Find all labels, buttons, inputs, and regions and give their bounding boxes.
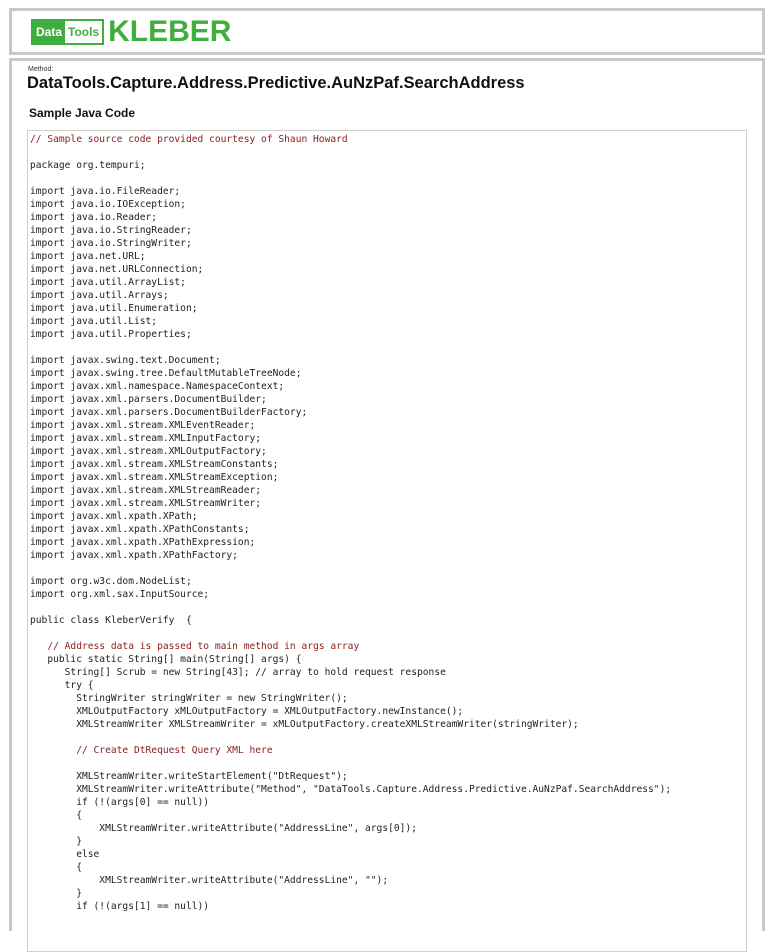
- code-line: import java.util.Arrays;: [30, 290, 169, 301]
- code-line: import java.util.Properties;: [30, 329, 192, 340]
- main-panel: [9, 58, 765, 931]
- code-line: import java.io.StringWriter;: [30, 238, 192, 249]
- code-line: import javax.xml.stream.XMLStreamReader;: [30, 485, 262, 496]
- code-line: import javax.xml.stream.XMLStreamWriter;: [30, 498, 262, 509]
- section-title: Sample Java Code: [29, 106, 136, 120]
- code-line: [30, 172, 746, 185]
- code-line: import javax.xml.stream.XMLStreamException;: [30, 472, 279, 483]
- code-line: if (!(args[1] == null)): [30, 901, 210, 912]
- code-line: import java.util.Enumeration;: [30, 303, 198, 314]
- code-line: }: [30, 888, 82, 899]
- code-block: [28, 131, 746, 913]
- code-line: // Address data is passed to main method in args array: [30, 641, 360, 652]
- code-line: {: [30, 862, 82, 873]
- code-line: import javax.xml.xpath.XPathConstants;: [30, 524, 250, 535]
- code-line: XMLStreamWriter.writeAttribute("AddressLine", args[0]);: [30, 823, 417, 834]
- code-line: public class KleberVerify {: [30, 615, 192, 626]
- code-line: import javax.xml.parsers.DocumentBuilderFactory;: [30, 407, 308, 418]
- datatools-badge: [31, 19, 104, 45]
- code-line: import org.xml.sax.InputSource;: [30, 589, 210, 600]
- code-line: try {: [30, 680, 94, 691]
- code-line: import javax.xml.xpath.XPathFactory;: [30, 550, 238, 561]
- code-line: [30, 757, 746, 770]
- code-line: StringWriter stringWriter = new StringWriter();: [30, 693, 348, 704]
- code-line: [30, 146, 746, 159]
- code-line: import javax.xml.stream.XMLStreamConstants;: [30, 459, 279, 470]
- code-line: {: [30, 810, 82, 821]
- code-line: package org.tempuri;: [30, 160, 146, 171]
- code-line: [30, 731, 746, 744]
- code-line: XMLOutputFactory xMLOutputFactory = XMLOutputFactory.newInstance();: [30, 706, 464, 717]
- code-line: import javax.swing.text.Document;: [30, 355, 221, 366]
- code-line: import java.io.IOException;: [30, 199, 186, 210]
- code-line: XMLStreamWriter.writeStartElement("DtRequest");: [30, 771, 348, 782]
- code-line: // Sample source code provided courtesy of Shaun Howard: [30, 134, 348, 145]
- code-line: import javax.xml.stream.XMLOutputFactory;: [30, 446, 267, 457]
- code-line: else: [30, 849, 100, 860]
- code-line: import javax.xml.xpath.XPathExpression;: [30, 537, 256, 548]
- code-line: }: [30, 836, 82, 847]
- code-line: XMLStreamWriter.writeAttribute("Method", "DataTools.Capture.Address.Predictive.AuNzPaf.SearchAddress");: [30, 784, 672, 795]
- code-line: import javax.swing.tree.DefaultMutableTreeNode;: [30, 368, 302, 379]
- logo-wordmark: KLEBER: [108, 15, 232, 48]
- code-line: import java.io.FileReader;: [30, 186, 181, 197]
- code-line: if (!(args[0] == null)): [30, 797, 210, 808]
- code-line: [30, 601, 746, 614]
- code-line: import java.util.List;: [30, 316, 158, 327]
- code-line: import javax.xml.xpath.XPath;: [30, 511, 198, 522]
- code-line: import org.w3c.dom.NodeList;: [30, 576, 192, 587]
- code-line: XMLStreamWriter.writeAttribute("AddressLine", "");: [30, 875, 389, 886]
- code-line: import java.net.URL;: [30, 251, 146, 262]
- method-name: DataTools.Capture.Address.Predictive.AuNzPaf.SearchAddress: [27, 74, 525, 92]
- code-line: [30, 562, 746, 575]
- code-line: import javax.xml.parsers.DocumentBuilder;: [30, 394, 267, 405]
- code-line: import java.util.ArrayList;: [30, 277, 186, 288]
- code-line: // Create DtRequest Query XML here: [30, 745, 273, 756]
- code-sample-box[interactable]: [27, 130, 747, 952]
- header-bar: [9, 8, 765, 55]
- code-line: XMLStreamWriter XMLStreamWriter = xMLOutputFactory.createXMLStreamWriter(stringWriter);: [30, 719, 579, 730]
- logo-badge-data: Data: [33, 21, 65, 43]
- kleber-logo[interactable]: [31, 15, 232, 48]
- code-line: import javax.xml.stream.XMLInputFactory;: [30, 433, 262, 444]
- logo-badge-tools: Tools: [68, 25, 100, 39]
- code-line: [30, 627, 746, 640]
- code-line: String[] Scrub = new String[43]; // array to hold request response: [30, 667, 446, 678]
- code-line: import javax.xml.stream.XMLEventReader;: [30, 420, 256, 431]
- code-line: public static String[] main(String[] args) {: [30, 654, 302, 665]
- code-line: import javax.xml.namespace.NamespaceContext;: [30, 381, 285, 392]
- code-line: import java.net.URLConnection;: [30, 264, 204, 275]
- code-line: import java.io.StringReader;: [30, 225, 192, 236]
- code-line: import java.io.Reader;: [30, 212, 158, 223]
- method-label: Method:: [28, 66, 54, 73]
- code-line: [30, 341, 746, 354]
